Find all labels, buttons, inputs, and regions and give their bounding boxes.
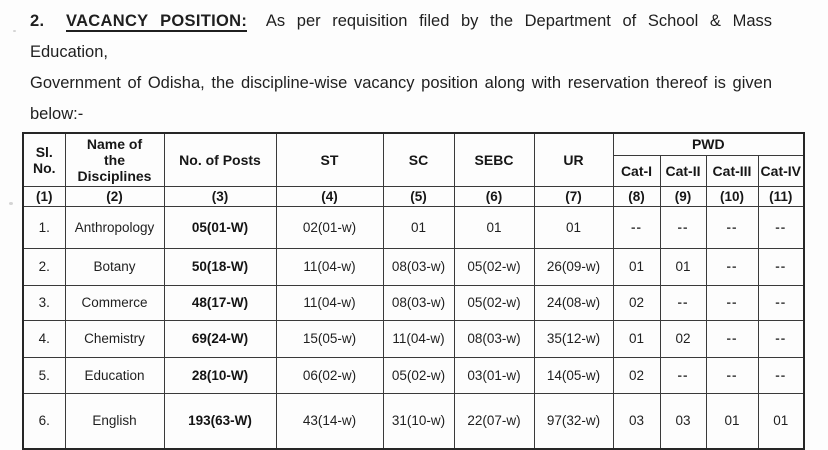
intro-line-2 — [30, 68, 772, 99]
cat2-cell: -- — [660, 206, 706, 248]
discipline-cell: Anthropology — [65, 206, 164, 248]
posts-cell: 50(18-W) — [164, 248, 276, 285]
st-cell: 15(05-w) — [276, 320, 383, 357]
cat2-cell: -- — [660, 357, 706, 393]
sl-no-cell: 6. — [23, 393, 65, 449]
cat4-cell: -- — [758, 206, 804, 248]
col-number-9: (9) — [660, 186, 706, 206]
col-header-cat3: Cat-III — [706, 155, 758, 186]
cat2-cell: 01 — [660, 248, 706, 285]
table-row — [23, 320, 804, 357]
cat1-cell: -- — [613, 206, 660, 248]
st-cell: 06(02-w) — [276, 357, 383, 393]
cat3-cell: -- — [706, 248, 758, 285]
discipline-cell: Education — [65, 357, 164, 393]
intro-line-1-text: As per requisition filed by the Department of School & Mass Education, — [30, 12, 772, 61]
cat3-cell: -- — [706, 285, 758, 320]
sc-cell: 01 — [383, 206, 454, 248]
col-header-cat4: Cat-IV — [758, 155, 804, 186]
discipline-cell: Chemistry — [65, 320, 164, 357]
sl-no-cell: 1. — [23, 206, 65, 248]
ur-cell: 24(08-w) — [534, 285, 613, 320]
intro-line-3-text: below:- — [30, 105, 84, 123]
col-number-2: (2) — [65, 186, 164, 206]
posts-cell: 05(01-W) — [164, 206, 276, 248]
col-number-4: (4) — [276, 186, 383, 206]
ur-cell: 01 — [534, 206, 613, 248]
col-header-name-line3: Disciplines — [77, 167, 152, 184]
sc-cell: 31(10-w) — [383, 393, 454, 449]
sebc-cell: 05(02-w) — [454, 285, 534, 320]
col-header-name-line2: the — [104, 151, 125, 168]
cat2-cell: 02 — [660, 320, 706, 357]
col-number-3: (3) — [164, 186, 276, 206]
ur-cell: 35(12-w) — [534, 320, 613, 357]
cat1-cell: 01 — [613, 248, 660, 285]
discipline-cell: Commerce — [65, 285, 164, 320]
sc-cell: 05(02-w) — [383, 357, 454, 393]
cat3-cell: -- — [706, 320, 758, 357]
sl-no-cell: 3. — [23, 285, 65, 320]
posts-cell: 28(10-W) — [164, 357, 276, 393]
col-number-8: (8) — [613, 186, 660, 206]
col-number-7: (7) — [534, 186, 613, 206]
cat2-cell: -- — [660, 285, 706, 320]
col-header-name-line1: Name of — [86, 135, 143, 152]
col-header-st: ST — [276, 133, 383, 186]
sl-no-cell: 2. — [23, 248, 65, 285]
col-number-6: (6) — [454, 186, 534, 206]
table-row — [23, 206, 804, 248]
cat2-cell: 03 — [660, 393, 706, 449]
st-cell: 11(04-w) — [276, 285, 383, 320]
col-header-sebc: SEBC — [454, 133, 534, 186]
ur-cell: 14(05-w) — [534, 357, 613, 393]
cat4-cell: 01 — [758, 393, 804, 449]
cat1-cell: 01 — [613, 320, 660, 357]
cat3-cell: -- — [706, 206, 758, 248]
sc-cell: 08(03-w) — [383, 285, 454, 320]
sebc-cell: 22(07-w) — [454, 393, 534, 449]
col-header-sl-line1: Sl. — [35, 143, 53, 160]
header-row-numbers — [23, 186, 804, 206]
col-header-sc: SC — [383, 133, 454, 186]
cat4-cell: -- — [758, 285, 804, 320]
sebc-cell: 01 — [454, 206, 534, 248]
section-number: 2. — [30, 12, 45, 30]
col-number-11: (11) — [758, 186, 804, 206]
col-header-discipline — [65, 133, 164, 186]
intro-paragraph — [0, 0, 800, 130]
sl-no-cell: 4. — [23, 320, 65, 357]
col-header-sl-no — [23, 133, 65, 186]
col-header-pwd: PWD — [613, 133, 804, 155]
intro-line-3 — [30, 99, 772, 130]
sc-cell: 11(04-w) — [383, 320, 454, 357]
intro-line-1 — [30, 6, 772, 68]
discipline-cell: Botany — [65, 248, 164, 285]
posts-cell: 193(63-W) — [164, 393, 276, 449]
cat4-cell: -- — [758, 320, 804, 357]
col-number-10: (10) — [706, 186, 758, 206]
cat1-cell: 02 — [613, 285, 660, 320]
discipline-cell: English — [65, 393, 164, 449]
table-row — [23, 285, 804, 320]
col-number-5: (5) — [383, 186, 454, 206]
sebc-cell: 03(01-w) — [454, 357, 534, 393]
col-number-1: (1) — [23, 186, 65, 206]
table-row — [23, 248, 804, 285]
cat3-cell: -- — [706, 357, 758, 393]
sebc-cell: 05(02-w) — [454, 248, 534, 285]
table-row — [23, 393, 804, 449]
col-header-ur: UR — [534, 133, 613, 186]
ur-cell: 97(32-w) — [534, 393, 613, 449]
table-row — [23, 357, 804, 393]
header-row-top — [23, 133, 804, 155]
ur-cell: 26(09-w) — [534, 248, 613, 285]
sc-cell: 08(03-w) — [383, 248, 454, 285]
col-header-posts: No. of Posts — [164, 133, 276, 186]
sebc-cell: 08(03-w) — [454, 320, 534, 357]
posts-cell: 48(17-W) — [164, 285, 276, 320]
scan-speckle — [9, 202, 13, 205]
col-header-cat1: Cat-I — [613, 155, 660, 186]
intro-line-2-text: Government of Odisha, the discipline-wise vacancy position along with reservation thereof is given — [30, 74, 772, 92]
vacancy-table — [22, 132, 805, 450]
sl-no-cell: 5. — [23, 357, 65, 393]
cat3-cell: 01 — [706, 393, 758, 449]
st-cell: 02(01-w) — [276, 206, 383, 248]
st-cell: 11(04-w) — [276, 248, 383, 285]
scan-speckle — [13, 30, 16, 32]
col-header-cat2: Cat-II — [660, 155, 706, 186]
cat1-cell: 03 — [613, 393, 660, 449]
col-header-sl-line2: No. — [32, 159, 56, 176]
cat1-cell: 02 — [613, 357, 660, 393]
st-cell: 43(14-w) — [276, 393, 383, 449]
posts-cell: 69(24-W) — [164, 320, 276, 357]
section-title: VACANCY POSITION: — [66, 12, 248, 30]
cat4-cell: -- — [758, 248, 804, 285]
cat4-cell: -- — [758, 357, 804, 393]
